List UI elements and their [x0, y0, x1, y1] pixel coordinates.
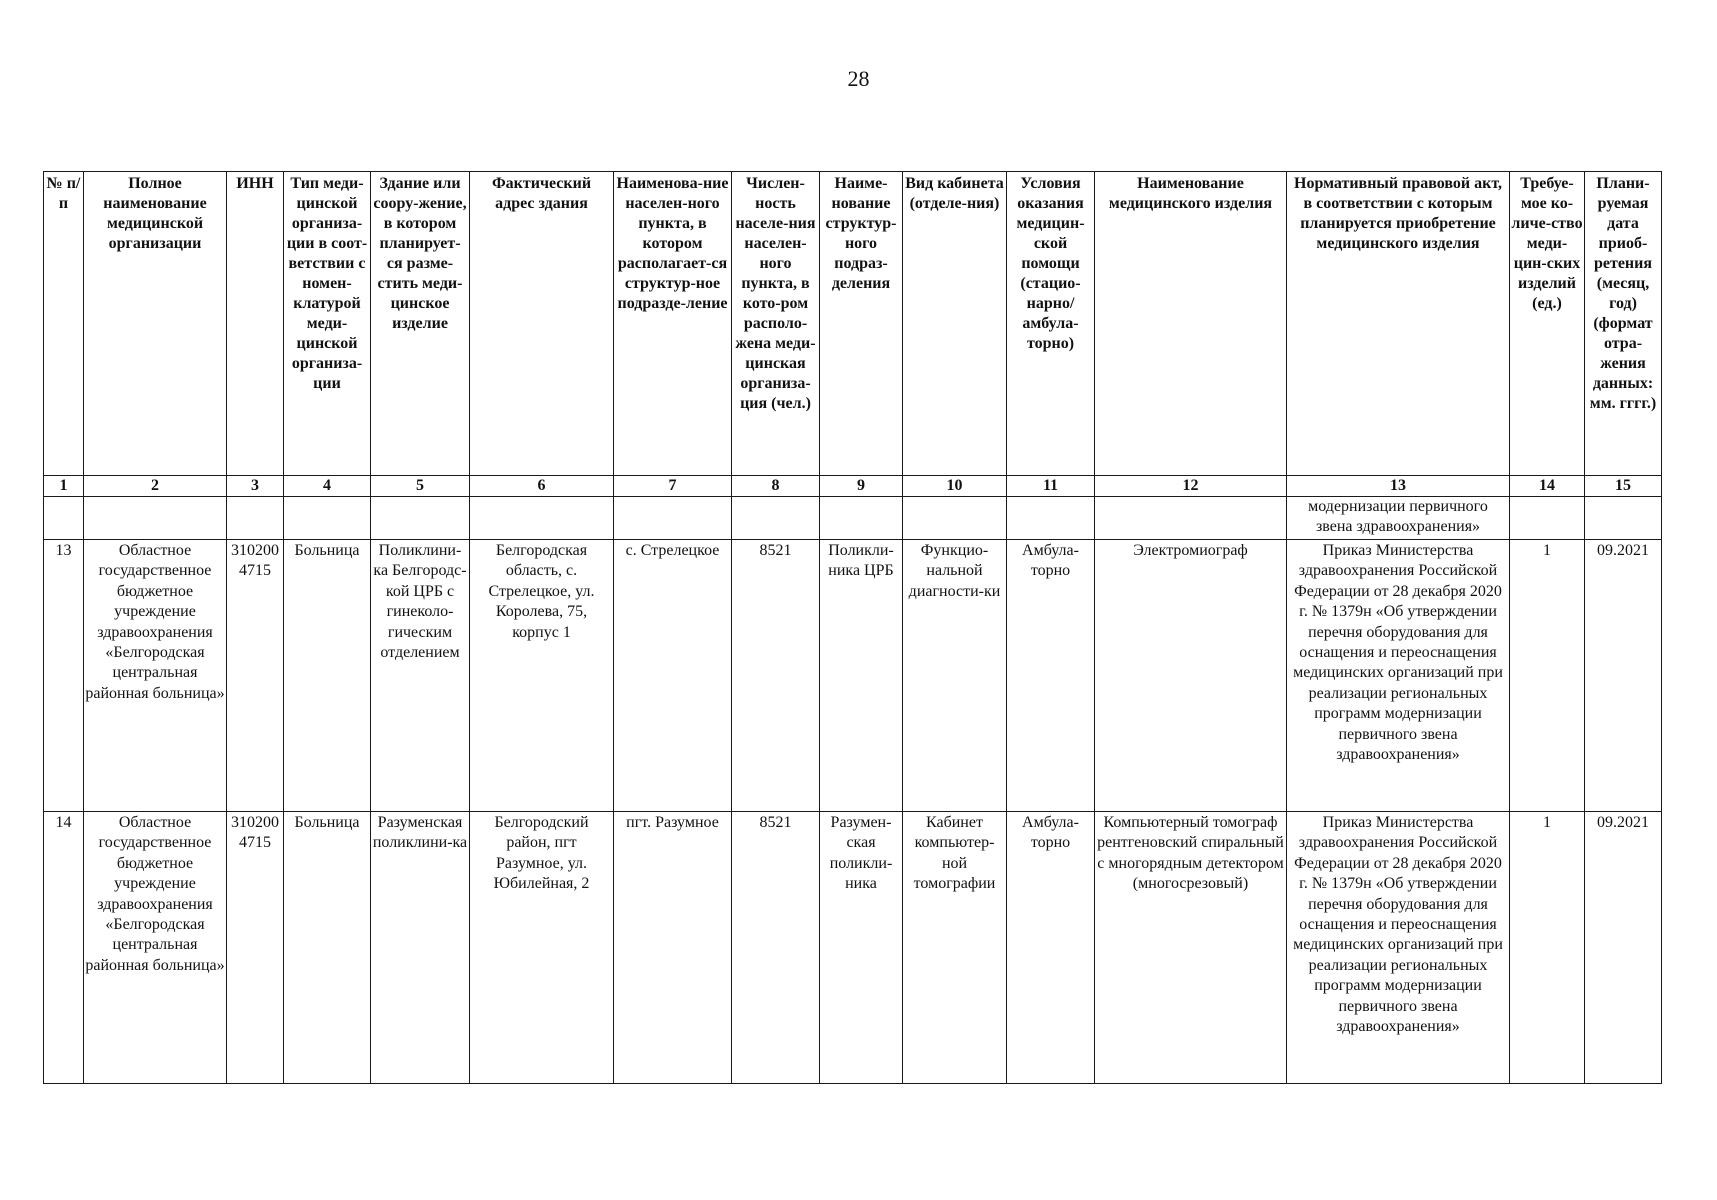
header-cell: Требуе-мое ко-личе-ство меди-цин-ских изделий (ед.): [1510, 172, 1585, 476]
header-cell: Вид кабинета (отделе-ния): [903, 172, 1007, 476]
purchase-date: 09.2021: [1585, 812, 1662, 1084]
column-number: 13: [1287, 476, 1510, 497]
column-number: 11: [1007, 476, 1095, 497]
header-cell: Плани-руемая дата приоб-ретения (месяц, год) (формат отра-жения данных: мм. гггг.): [1585, 172, 1662, 476]
equipment-table: [43, 171, 1662, 1084]
header-row: [44, 172, 1662, 476]
cabinet: Функцио-нальной диагности-ки: [903, 540, 1007, 812]
population: 8521: [732, 540, 820, 812]
unit: Разумен-ская поликли-ника: [820, 812, 903, 1084]
column-number: 10: [903, 476, 1007, 497]
header-cell: Фактический адрес здания: [470, 172, 614, 476]
address: Белгородская область, с. Стрелецкое, ул. Королева, 75, корпус 1: [470, 540, 614, 812]
column-number: 4: [284, 476, 371, 497]
column-number: 3: [227, 476, 284, 497]
header-cell: Полное наименование медицинской организации: [84, 172, 227, 476]
conditions: Амбула-торно: [1007, 540, 1095, 812]
purchase-date: 09.2021: [1585, 540, 1662, 812]
quantity: 1: [1510, 812, 1585, 1084]
column-number: 7: [614, 476, 732, 497]
row-number: 14: [44, 812, 84, 1084]
population: 8521: [732, 812, 820, 1084]
header-cell: Числен-ность населе-ния населен-ного пункта, в кото-ром располо-жена меди-цинская организа-ция (чел.): [732, 172, 820, 476]
legal-act: Приказ Министерства здравоохранения Российской Федерации от 28 декабря 2020 г. № 1379н «Об утверждении перечня оборудования для оснащения и переоснащения медицинских организаций при реализации региональных программ модернизации первичного звена здравоохранения»: [1287, 812, 1510, 1084]
address: Белгородский район, пгт Разумное, ул. Юбилейная, 2: [470, 812, 614, 1084]
column-number: 8: [732, 476, 820, 497]
locality: пгт. Разумное: [614, 812, 732, 1084]
table-row: [44, 540, 1662, 812]
org-name: Областное государственное бюджетное учреждение здравоохранения «Белгородская центральная районная больница»: [84, 812, 227, 1084]
conditions: Амбула-торно: [1007, 812, 1095, 1084]
org-name: Областное государственное бюджетное учреждение здравоохранения «Белгородская центральная районная больница»: [84, 540, 227, 812]
legal-act: Приказ Министерства здравоохранения Российской Федерации от 28 декабря 2020 г. № 1379н «Об утверждении перечня оборудования для оснащения и переоснащения медицинских организаций при реализации региональных программ модернизации первичного звена здравоохранения»: [1287, 540, 1510, 812]
org-type: Больница: [284, 540, 371, 812]
column-number: 14: [1510, 476, 1585, 497]
column-number: 15: [1585, 476, 1662, 497]
inn: 3102004715: [227, 540, 284, 812]
column-number: 5: [371, 476, 470, 497]
building: Разуменская поликлини-ка: [371, 812, 470, 1084]
continuation-row: [44, 497, 1662, 540]
header-cell: Наиме-нование структур-ного подраз-деления: [820, 172, 903, 476]
column-number: 1: [44, 476, 84, 497]
org-type: Больница: [284, 812, 371, 1084]
row-number: 13: [44, 540, 84, 812]
header-cell: Здание или соору-жение, в котором планирует-ся разме-стить меди-цинское изделие: [371, 172, 470, 476]
page-number: 28: [847, 66, 870, 91]
column-number: 12: [1095, 476, 1287, 497]
column-number-row: [44, 476, 1662, 497]
header-cell: Наименование медицинского изделия: [1095, 172, 1287, 476]
building: Поликлини-ка Белгородс-кой ЦРБ с гинеколо-гическим отделением: [371, 540, 470, 812]
inn: 3102004715: [227, 812, 284, 1084]
column-number: 6: [470, 476, 614, 497]
header-cell: Наименова-ние населен-ного пункта, в котором располагает-ся структур-ное подразде-ление: [614, 172, 732, 476]
continuation-cell: модернизации первичного звена здравоохранения»: [1287, 497, 1510, 540]
table-row: [44, 812, 1662, 1084]
header-cell: Нормативный правовой акт, в соответствии с которым планируется приобретение медицинского изделия: [1287, 172, 1510, 476]
header-cell: № п/п: [44, 172, 84, 476]
header-cell: ИНН: [227, 172, 284, 476]
cabinet: Кабинет компьютер-ной томографии: [903, 812, 1007, 1084]
locality: с. Стрелецкое: [614, 540, 732, 812]
unit: Поликли-ника ЦРБ: [820, 540, 903, 812]
device: Компьютерный томограф рентгеновский спиральный с многорядным детектором (многосрезовый): [1095, 812, 1287, 1084]
header-cell: Условия оказания медицин-ской помощи (стацио-нарно/ амбула-торно): [1007, 172, 1095, 476]
quantity: 1: [1510, 540, 1585, 812]
device: Электромиограф: [1095, 540, 1287, 812]
header-cell: Тип меди-цинской организа-ции в соот-ветствии с номен-клатурой меди-цинской организа-ции: [284, 172, 371, 476]
column-number: 9: [820, 476, 903, 497]
column-number: 2: [84, 476, 227, 497]
